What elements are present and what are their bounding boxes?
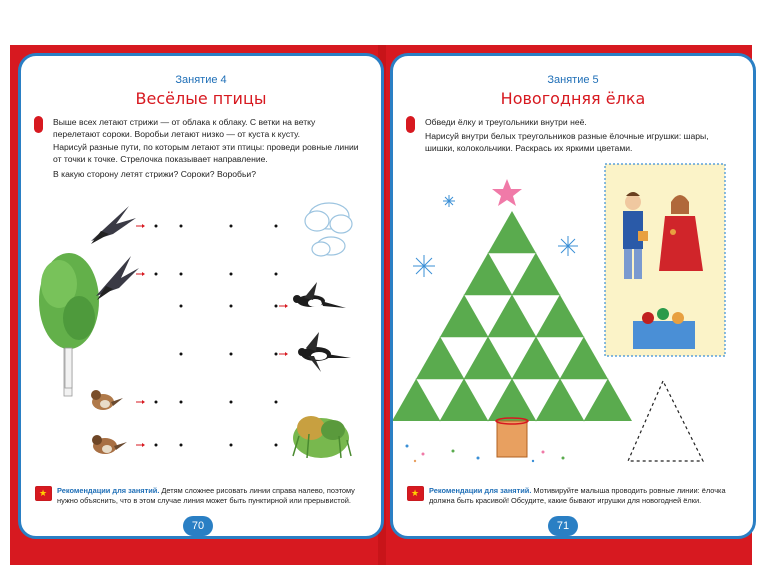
path-dot [230,353,233,356]
star-topper [492,179,522,206]
recommendation-text [57,486,367,506]
tree-trunk [497,421,527,457]
path-dot [230,305,233,308]
path-dot [180,444,183,447]
page-number: 70 [183,516,213,536]
lesson-number: Занятие 5 [547,74,599,86]
star-icon: ★ [407,486,424,501]
lesson-title: Весёлые птицы [135,89,267,108]
path-dot [230,444,233,447]
path-dot [180,273,183,276]
star-icon: ★ [35,486,52,501]
lesson-title: Новогодняя ёлка [500,89,646,108]
direction-arrow [142,272,145,276]
path-dot [275,305,278,308]
path-dot [275,273,278,276]
direction-arrow [142,400,145,404]
task-paragraph: Нарисуй разные пути, по которым летают эти птицы: проведи ровные линии от точки к точке. Стрелочка показывает направление. [53,142,359,164]
snowflake-icon [558,236,578,256]
direction-arrow [285,352,288,356]
task-paragraph: Нарисуй внутри белых треугольников разные ёлочные игрушки: шары, шишки, колокольчики. Раскрась их яркими цветами. [425,131,709,153]
right-page [390,53,756,539]
path-dot [180,401,183,404]
path-dot [155,225,158,228]
path-dot [275,225,278,228]
recommendation-body: Детям сложнее рисовать линии справа налево, поэтому нужно объяснить, что в этом случае линия может быть пунктирной или прерывистой. [57,486,355,505]
recommendation-body: Мотивируйте малыша проводить ровные линии: ёлочка должна быть красивой! Обсудите, какие бывают игрушки для новогодней ёлки. [429,486,726,505]
path-dot [155,273,158,276]
christmas-tree-image [393,211,632,421]
path-dot [180,305,183,308]
path-dot [155,401,158,404]
path-dot [275,444,278,447]
page-number: 71 [548,516,578,536]
task-paragraph: Выше всех летают стрижи — от облака к облаку. С ветки на ветку перелетают сороки. Воробьи летают низко — от куста к кусту. [53,117,316,139]
recommendation-label: Рекомендации для занятий. [57,486,160,495]
task-paragraph: Обведи ёлку и треугольники внутри неё. [425,117,587,127]
task-question: В какую сторону летят стрижи? Сороки? Воробьи? [53,169,257,179]
direction-arrow [285,304,288,308]
snowflake-icon [413,255,435,277]
path-dot [155,444,158,447]
lesson-number: Занятие 4 [175,74,227,86]
direction-arrow [142,443,145,447]
path-dot [230,225,233,228]
path-dot [275,401,278,404]
path-dot [230,273,233,276]
left-page [18,53,384,539]
recommendation-label: Рекомендации для занятий. [429,486,532,495]
path-dot [275,353,278,356]
christmas-tree-exercise [393,56,753,536]
tracing-triangle [628,381,703,461]
snowflake-icon [443,195,455,207]
path-dot [230,401,233,404]
dot-grid [21,56,381,536]
tree-triangle [488,211,536,253]
confetti-decoration [406,445,565,463]
direction-arrow [142,224,145,228]
path-dot [180,225,183,228]
recommendation-text [429,486,739,506]
path-dot [180,353,183,356]
